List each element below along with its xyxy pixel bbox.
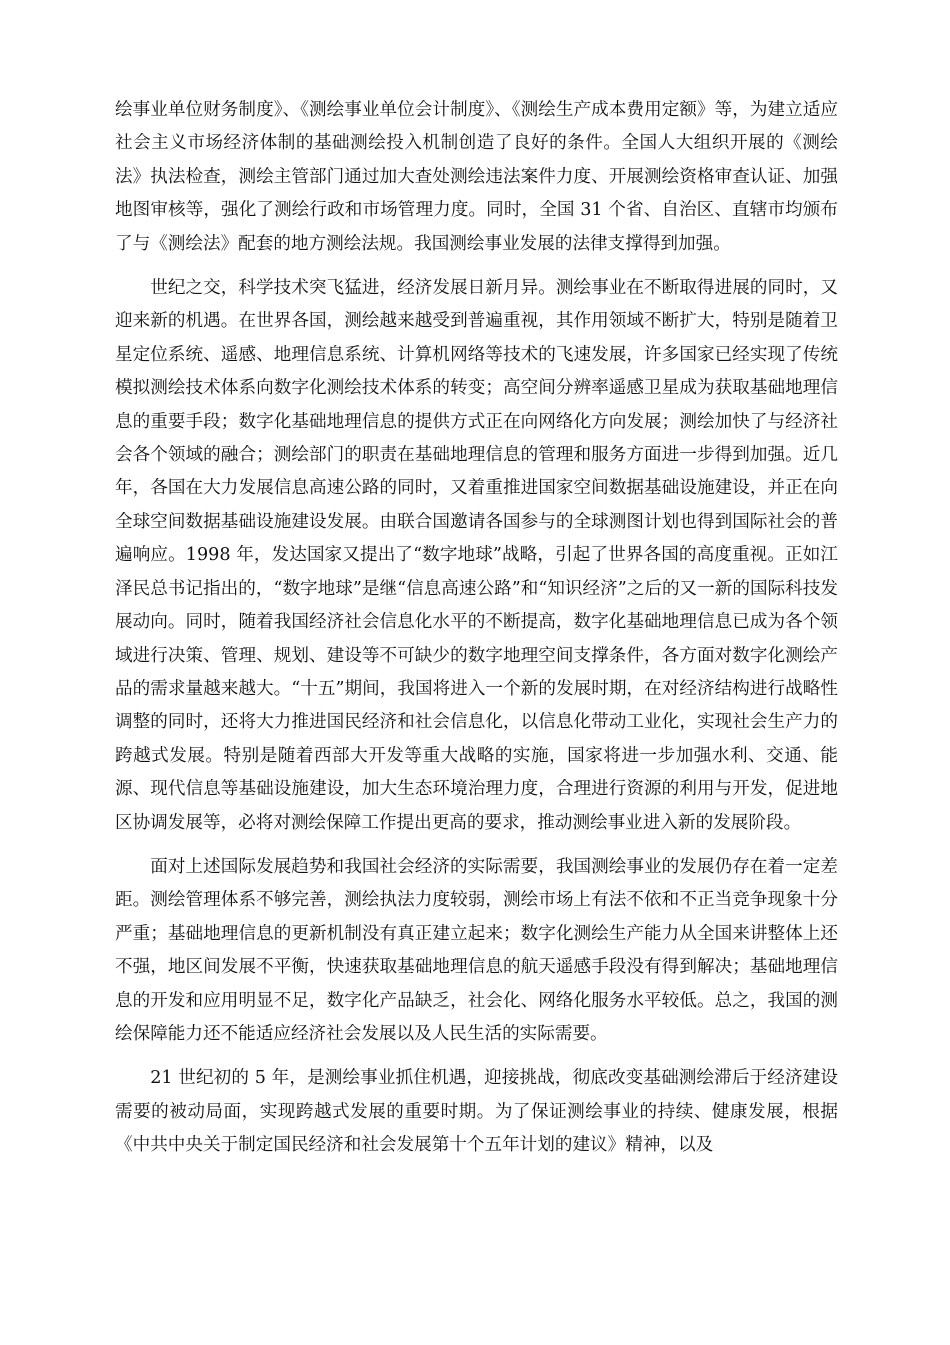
paragraph-existing-gaps: 面对上述国际发展趋势和我国社会经济的实际需要，我国测绘事业的发展仍存在着一定差距。测绘管理体系不够完善，测绘执法力度较弱，测绘市场上有法不依和不正当竞争现象十分严重；基础地理信息的更新机制没有真正建立起来；数字化测绘生产能力从全国来讲整体上还不强，地区间发展不平衡，快速获取基础地理信息的航天遥感手段没有得到解决；基础地理信息的开发和应用明显不足，数字化产品缺乏，社会化、网络化服务水平较低。总之，我国的测绘保障能力还不能适应经济社会发展以及人民生活的实际需要。 <box>115 856 838 1044</box>
paragraph-legal-support: 绘事业单位财务制度》、《测绘事业单位会计制度》、《测绘生产成本费用定额》等，为建立适应社会主义市场经济体制的基础测绘投入机制创造了良好的条件。全国人大组织开展的《测绘法》执法检查，测绘主管部门通过加大查处测绘违法案件力度、开展测绘资格审查认证、加强地图审核等，强化了测绘行政和市场管理力度。同时，全国 31 个省、自治区、直辖市均颁布了与《测绘法》配套的地方测绘法规。我国测绘事业发展的法律支撑得到加强。 <box>115 100 838 254</box>
paragraph-new-opportunities: 世纪之交，科学技术突飞猛进，经济发展日新月异。测绘事业在不断取得进展的同时，又迎来新的机遇。在世界各国，测绘越来越受到普遍重视，其作用领域不断扩大，特别是随着卫星定位系统、遥感、地理信息系统、计算机网络等技术的飞速发展，许多国家已经实现了传统模拟测绘技术体系向数字化测绘技术体系的转变；高空间分辨率遥感卫星成为获取基础地理信息的重要手段；数字化基础地理信息的提供方式正在向网络化方向发展；测绘加快了与经济社会各个领域的融合；测绘部门的职责在基础地理信息的管理和服务方面进一步得到加强。近几年，各国在大力发展信息高速公路的同时，又着重推进国家空间数据基础设施建设，并正在向全球空间数据基础设施建设发展。由联合国邀请各国参与的全球测图计划也得到国际社会的普遍响应。1998 年，发达国家又提出了“数字地球”战略，引起了世界各国的高度重视。正如江泽民总书记指出的，“数字地球”是继“信息高速公路”和“知识经济”之后的又一新的国际科技发展动向。同时，随着我国经济社会信息化水平的不断提高，数字化基础地理信息已成为各个领域进行决策、管理、规划、建设等不可缺少的数字地理空间支撑条件，各方面对数字化测绘产品的需求量越来越大。“十五”期间，我国将进入一个新的发展时期，在对经济结构进行战略性调整的同时，还将大力推进国民经济和社会信息化，以信息化带动工业化，实现社会生产力的跨越式发展。特别是随着西部大开发等重大战略的实施，国家将进一步加强水利、交通、能源、现代信息等基础设施建设，加大生态环境治理力度，合理进行资源的利用与开发，促进地区协调发展等，必将对测绘保障工作提出更高的要求，推动测绘事业进入新的发展阶段。 <box>115 278 838 833</box>
body-text <box>115 94 838 1174</box>
paragraph-21st-century: 21 世纪初的 5 年，是测绘事业抓住机遇，迎接挑战，彻底改变基础测绘滞后于经济建设需要的被动局面，实现跨越式发展的重要时期。为了保证测绘事业的持续、健康发展，根据《中共中央关于制定国民经济和社会发展第十个五年计划的建议》精神，以及 <box>115 1068 838 1156</box>
